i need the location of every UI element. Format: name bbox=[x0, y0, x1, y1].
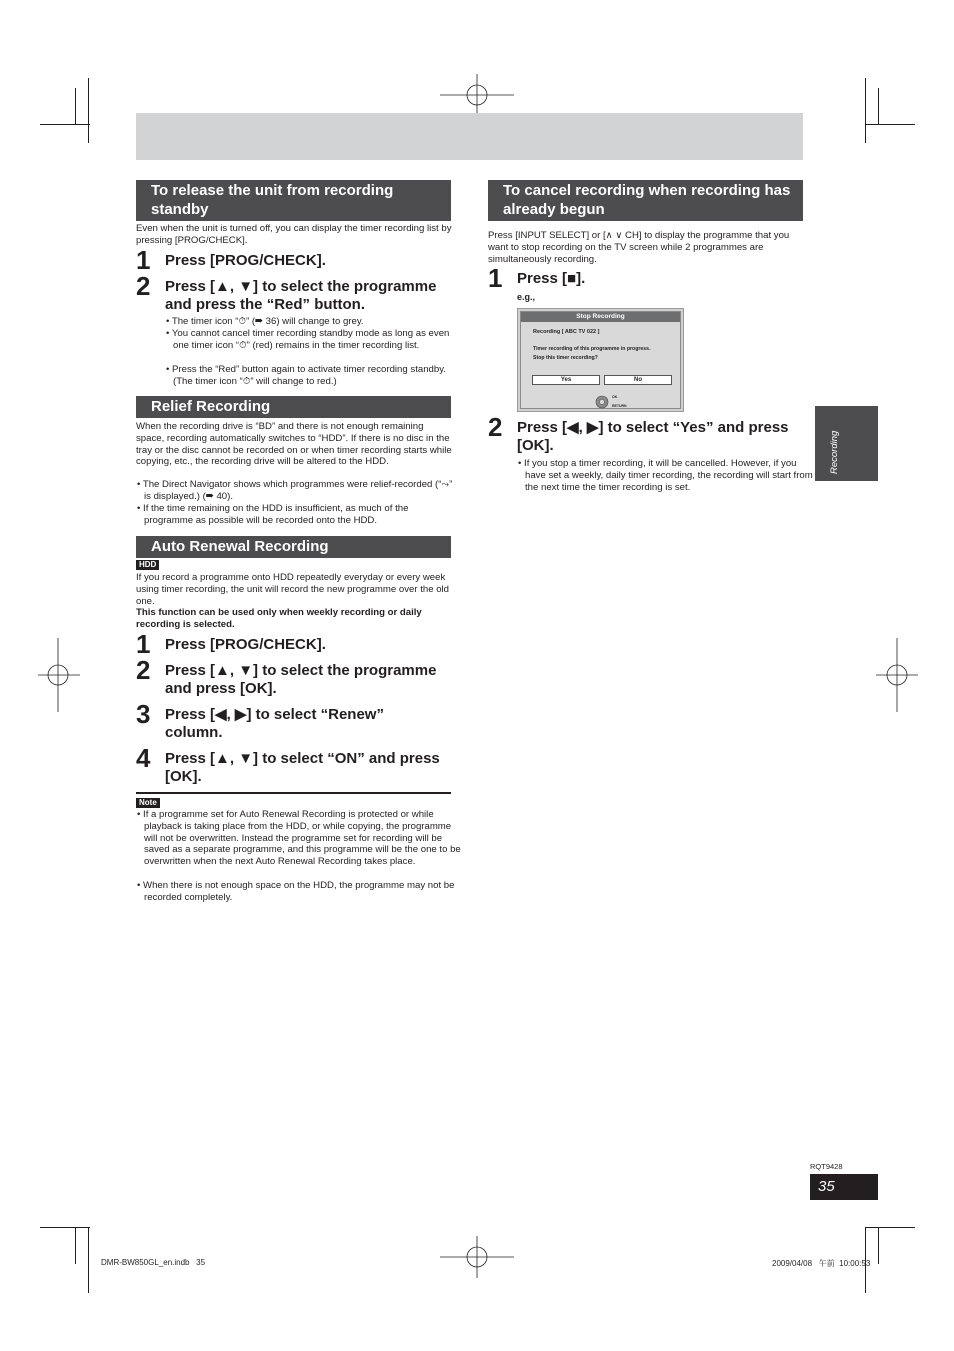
section-title-release: To release the unit from recording standby bbox=[136, 180, 451, 221]
step-number: 4 bbox=[136, 743, 151, 773]
remote-dpad-icon bbox=[595, 395, 609, 409]
auto-bold-note: This function can be used only when weekly recording or daily recording is selected. bbox=[136, 607, 422, 630]
cancel-intro: Press [INPUT SELECT] or [∧ ∨ CH] to display the programme that you want to stop recording on the TV screen while 2 programmes are simultaneously recording. bbox=[488, 230, 790, 265]
auto-step-3: Press [◀, ▶] to select “Renew” column. bbox=[165, 706, 384, 741]
step-number: 1 bbox=[488, 263, 503, 293]
auto-step-2: Press [▲, ▼] to select the programme and press [OK]. bbox=[165, 662, 437, 697]
screen-channel: Recording [ ABC TV 022 ] bbox=[533, 329, 600, 335]
timestamp: 2009/04/08 午前 10:00:53 bbox=[772, 1259, 871, 1268]
relief-bullet: • The Direct Navigator shows which programmes were relief-recorded (“⤳” is displayed.) (➡ 40). bbox=[137, 479, 453, 502]
crop-mark bbox=[865, 124, 915, 125]
crop-mark bbox=[865, 1227, 915, 1228]
step-number: 2 bbox=[136, 655, 151, 685]
step-number: 1 bbox=[136, 245, 151, 275]
registration-mark-icon bbox=[440, 74, 514, 116]
side-tab bbox=[815, 406, 878, 481]
step-number: 3 bbox=[136, 699, 151, 729]
crop-mark bbox=[40, 1227, 90, 1228]
screen-title: Stop Recording bbox=[521, 312, 680, 322]
auto-step-4: Press [▲, ▼] to select “ON” and press [OK]. bbox=[165, 750, 440, 785]
auto-step-1: Press [PROG/CHECK]. bbox=[165, 636, 326, 653]
cancel-step-2: Press [◀, ▶] to select “Yes” and press [OK]. bbox=[517, 419, 789, 454]
relief-bullet: • If the time remaining on the HDD is insufficient, as much of the programme as possible will be recorded onto the HDD. bbox=[137, 503, 409, 526]
section-title-auto-renewal: Auto Renewal Recording bbox=[136, 536, 451, 558]
relief-body: When the recording drive is “BD” and there is not enough remaining space, recording automatically switches to “HDD”. If there is no disc in the tray or the disc cannot be recorded on or when timer recording starts while copying, etc., the recording drive will be altered to the HDD. bbox=[136, 421, 452, 468]
no-button[interactable]: No bbox=[604, 375, 672, 385]
crop-mark bbox=[865, 78, 866, 143]
ok-hint: OK bbox=[612, 395, 618, 399]
registration-mark-icon bbox=[38, 638, 80, 712]
step-number: 2 bbox=[488, 412, 503, 442]
note-tag: Note bbox=[136, 798, 160, 808]
crop-mark bbox=[88, 78, 89, 143]
crop-mark bbox=[878, 1227, 879, 1264]
crop-mark bbox=[88, 1228, 89, 1293]
release-step-2: Press [▲, ▼] to select the programme and press the “Red” button. bbox=[165, 278, 437, 313]
stop-recording-screen bbox=[517, 308, 684, 412]
return-hint: RETURN bbox=[612, 404, 627, 408]
step-number: 1 bbox=[136, 629, 151, 659]
page-number-box bbox=[810, 1174, 878, 1200]
registration-mark-icon bbox=[876, 638, 918, 712]
release-bullet: • Press the “Red” button again to activate timer recording standby. (The timer icon “⏱” will change to red.) bbox=[166, 364, 446, 387]
cancel-step-1: Press [■]. bbox=[517, 270, 586, 287]
yes-button[interactable]: Yes bbox=[532, 375, 600, 385]
step-number: 2 bbox=[136, 271, 151, 301]
example-label: e.g., bbox=[517, 292, 536, 302]
note-bullet: • When there is not enough space on the HDD, the programme may not be recorded completely. bbox=[137, 880, 455, 903]
release-intro: Even when the unit is turned off, you can display the timer recording list by pressing [PROG/CHECK]. bbox=[136, 223, 452, 246]
crop-mark bbox=[75, 88, 76, 125]
release-bullet: • The timer icon “⏱” (➡ 36) will change to grey. bbox=[166, 316, 364, 327]
crop-mark bbox=[40, 124, 90, 125]
side-tab-label: Recording bbox=[829, 430, 840, 474]
section-title-cancel: To cancel recording when recording has already begun bbox=[488, 180, 803, 221]
screen-message-1: Timer recording of this programme in progress. bbox=[533, 346, 651, 352]
section-title-relief: Relief Recording bbox=[136, 396, 451, 418]
note-bullet: • If a programme set for Auto Renewal Recording is protected or while playback is taking place from the HDD, or while copying, the programme will not be overwritten. Instead the programme set for recording will be saved as a separate programme, and this programme will be the one to be overwritten when the next Auto Renewal Recording takes place. bbox=[137, 809, 461, 868]
hdd-tag: HDD bbox=[136, 560, 159, 570]
crop-mark bbox=[878, 88, 879, 125]
release-step-1: Press [PROG/CHECK]. bbox=[165, 252, 326, 269]
release-bullet: • You cannot cancel timer recording standby mode as long as even one timer icon “⏱” (red) remains in the timer recording list. bbox=[166, 328, 450, 351]
auto-body: If you record a programme onto HDD repeatedly everyday or every week using timer recording, the unit will record the new programme over the old one. bbox=[136, 572, 450, 607]
cancel-bullet: • If you stop a timer recording, it will be cancelled. However, if you have set a weekly, daily timer recording, the recording will start from the next time the timer recording is set. bbox=[518, 458, 813, 493]
model-code: RQT9428 bbox=[810, 1162, 843, 1171]
page-number: 35 bbox=[818, 1178, 835, 1195]
page-header-bar bbox=[136, 113, 803, 160]
divider bbox=[136, 792, 451, 794]
screen-message-2: Stop this timer recording? bbox=[533, 355, 598, 361]
registration-mark-icon bbox=[440, 1236, 514, 1278]
crop-mark bbox=[75, 1227, 76, 1264]
file-name: DMR-BW850GL_en.indb 35 bbox=[101, 1258, 206, 1267]
